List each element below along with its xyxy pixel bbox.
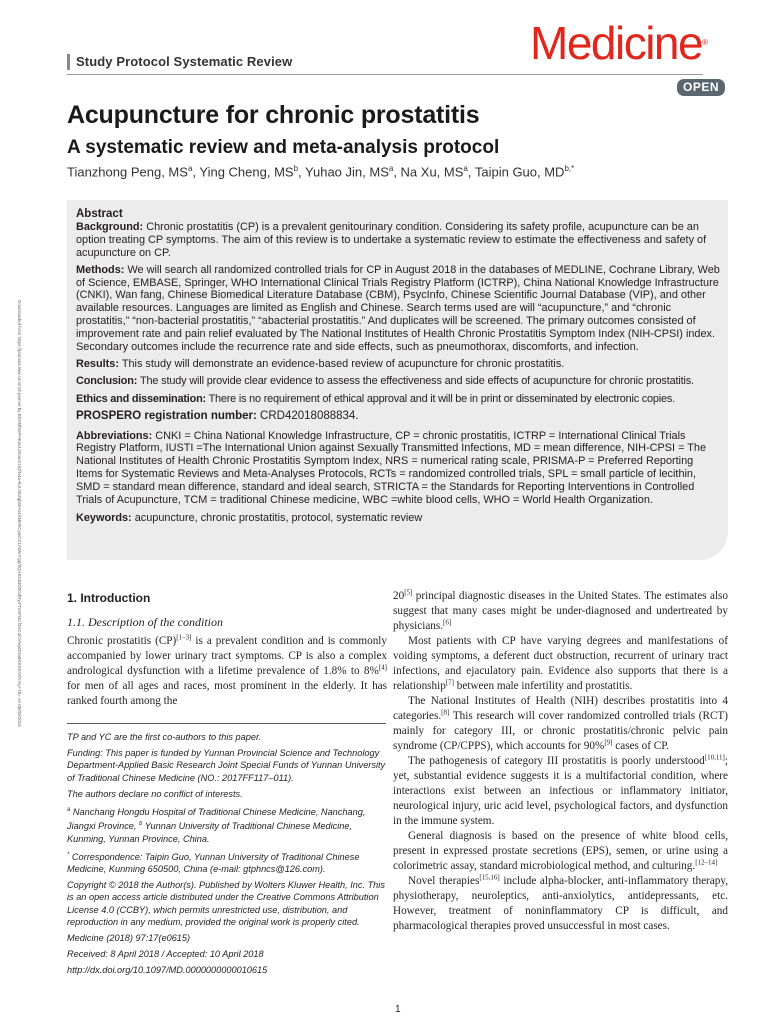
author-name: Taipin Guo, MD: [474, 164, 565, 180]
article-subtitle: A systematic review and meta-analysis protocol: [67, 137, 500, 158]
affiliation-mark: b,*: [564, 164, 575, 173]
citation: [10,11]: [704, 753, 725, 762]
abstract-ethics: Ethics and dissemination: There is no requirement of ethical approval and it will be in print or disseminated by electronic copies.: [76, 392, 675, 405]
citation: [12–14]: [695, 858, 718, 867]
abstract-heading: Abstract: [76, 208, 123, 220]
citation: [8]: [441, 708, 450, 717]
paragraph: The National Institutes of Health (NIH) describes prostatitis into 4 categories.[8] This research will cover randomized controlled trials (RCT) mainly for category III, or chronic prostatitis/chronic pelvic pain syndrome (CP/CPPS), which accounts for 90%[9] cases of CP.: [393, 695, 728, 752]
introduction-heading: 1. Introduction: [67, 591, 151, 605]
paragraph: 20[5] principal diagnostic diseases in the United States. The estimates also suggest that many cases might be under-diagnosed and undertreated by physicians.[6]: [393, 588, 728, 632]
abstract-results: Results: This study will demonstrate an evidence-based review of acupuncture for chronic prostatitis.: [76, 357, 565, 370]
abstract-box: [67, 200, 728, 560]
citation: [7]: [445, 678, 454, 687]
footnote-correspondence: * Correspondence: Taipin Guo, Yunnan University of Traditional Chinese Medicine, Kunming 650500, China (e-mail: gtphncs@126.com).: [67, 851, 360, 875]
affiliation-mark: b: [293, 164, 299, 173]
paragraph: General diagnosis is based on the presence of white blood cells, present in expressed prostate secretions (EPS), semen, or urine using a colorimetric assay, standard microbiological method, and culturing.[12–14]: [393, 830, 728, 872]
footnote-coi: The authors declare no conflict of interests.: [67, 788, 243, 799]
intro-paragraph-left: Chronic prostatitis (CP)[1–3] is a prevalent condition and is commonly accompanied by lower urinary tract symptoms. CP is also a complex andrological dysfunction with a lifetime prevalence of 1.8% to 8%[4] for men of all ages and races, most prominent in the elderly. It has ranked fourth among the: [67, 633, 387, 707]
abstract-conclusion: Conclusion: The study will provide clear evidence to assess the effectiveness and side effects of acupuncture for chronic prostatitis.: [76, 375, 694, 388]
paragraph: Most patients with CP have varying degrees and manifestations of voiding symptoms, a deferent duct obstruction, recurrent of urinary tract infections, and ejaculatory pain. Evidence also supports that there is a relationship[7] between male infertility and prostatitis.: [393, 635, 728, 692]
abstract-prospero: PROSPERO registration number: CRD42018088834.: [76, 409, 359, 422]
citation: [9]: [604, 738, 613, 747]
author-name: Na Xu, MS: [400, 164, 464, 180]
footnote-doi: http://dx.doi.org/10.1097/MD.0000000000010615: [67, 965, 268, 976]
affiliation-mark: a: [388, 164, 394, 173]
footnote-cofirst: TP and YC are the first co-authors to this paper.: [67, 732, 262, 742]
footnote-copyright: Copyright © 2018 the Author(s). Published by Wolters Kluwer Health, Inc. This is an open access article distributed under the Creative Commons Attribution License 4.0 (CCBY), which permits unrestricted use, distribution, and reproduction in any medium, provided the original work is properly cited.: [67, 880, 385, 927]
citation: [1–3]: [176, 633, 192, 642]
download-sidebar-note: Downloaded from https://journals.lww.com/md-journal by BhDMf5ePHKav1zEoum1tQfN4a+kJLhEZgbsIHo4XMi0hCywCX1AWnYQp/IlQrHD3i3D0OdRyi7TvSFl4Cf3VC4/OAVpDDa8KKGKV0Ymy+78= on 05/03/2019: [17, 300, 22, 727]
page-number: 1: [395, 1004, 401, 1015]
paragraph: The pathogenesis of category III prostatitis is poorly understood[10,11]; yet, substantial evidence suggests it is a multifactorial condition, where interactions exist between an infectious or inflammatory initiator, neurological injury, uric acid level, psychological factors, and dysfunction in the immune system.: [393, 753, 728, 827]
affiliation-mark: a: [187, 164, 193, 173]
citation: [5]: [404, 588, 413, 597]
citation: [4]: [378, 663, 387, 672]
article-type-label: Study Protocol Systematic Review: [67, 54, 292, 70]
registered-mark: ®: [702, 38, 708, 47]
citation: [15,16]: [479, 873, 500, 882]
footnote-dates: Received: 8 April 2018 / Accepted: 10 April 2018: [67, 949, 264, 960]
footnotes: [67, 731, 389, 981]
affiliation-mark: a: [463, 164, 468, 173]
journal-logo: Medicine®: [530, 17, 708, 69]
abstract-keywords: Keywords: acupuncture, chronic prostatitis, protocol, systematic review: [76, 512, 423, 525]
open-access-badge: OPEN: [677, 79, 725, 96]
footnote-divider: [67, 723, 386, 724]
abstract-background: Background: Chronic prostatitis (CP) is a prevalent genitourinary condition. Considering its safety profile, acupuncture can be an option treating CP symptoms. The aim of this review is to undertake a systematic review to estimate the effectiveness and safety of acupuncture on CP.: [76, 221, 707, 259]
paragraph: Novel therapies[15,16] include alpha-blocker, anti-inflammatory therapy, physiotherapy, neuroleptics, anti-anxiolytics, antidepressants, etc. However, treatment of noninflammatory CP is difficult, and pharmacological therapies proved unsuccessful in most cases.: [393, 873, 728, 932]
footnote-citation: Medicine (2018) 97:17(e0615): [67, 933, 191, 944]
subsection-heading: 1.1. Description of the condition: [67, 615, 223, 629]
citation: [6]: [443, 618, 452, 627]
author-list: Tianzhong Peng, $MS^a$, Ying Cheng, $MS^b$, Yuhao Jin, $MS^a$, Na Xu, $MS^a$, Taipin Guo, $MD^{b,*}$: [67, 164, 575, 180]
intro-right-column: [393, 589, 728, 934]
abstract-abbreviations: Abbreviations: CNKI = China National Knowledge Infrastructure, CP = chronic prostatitis, ICTRP = International Clinical Trials Registry Platform, IUSTI =The International Union against Sexually Transmitted Infections, MD = mean difference, NIH-CPSI = The National Institutes of Health Chronic Prostatitis Symptom Index, NRS = numerical rating scale, PRISMA-P = Preferred Reporting Items for Systematic Reviews and Meta-Analyses Protocols, RCTs = randomized controlled trials, SPL = small particle of lecithin, SMD = standard mean difference, standard and ideal search, STRICTA = the Standards for Reporting Interventions in Controlled Trials of Acupuncture, TCM = traditional Chinese medicine, WBC =white blood cells, WHO = World Health Organization.: [76, 429, 707, 506]
abstract-methods: Methods: We will search all randomized controlled trials for CP in August 2018 in the databases of MEDLINE, Cochrane Library, Web of Science, EMBASE, Springer, WHO International Clinical Trials Registry Platform (ICTRP), China National Knowledge Infrastructure (CNKI), Wan fang, Chinese Biomedical Literature Database (CBM), PsycInfo, Chinese Scientific Journal Database (VIP), and other available resources. Languages are limited as English and Chinese. Search terms used are will “acupuncture,” and “chronic prostatitis,” “non-bacterial prostatitis,” “abacterial prostatitis.” And duplicates will be screened. The primary outcomes consisted of improvement rate and pain relief evaluated by The National Institutes of Health Chronic Prostatitis Symptom Index (NIH-CPSI) index. Secondary outcomes include the recurrence rate and side effects, such as pneumothorax, discomforts, and infection.: [76, 263, 720, 353]
author-name: Tianzhong Peng, MS: [67, 164, 188, 180]
article-title: Acupuncture for chronic prostatitis: [67, 101, 480, 129]
header-divider: [67, 74, 703, 75]
footnote-affiliations: $^a$ Nanchang Hongdu Hospital of Traditional Chinese Medicine, Nanchang, Jiangxi Province, $^b$ Yunnan University of Traditional Chinese Medicine, Kunming, Yunnan Province, China.: [67, 807, 366, 844]
footnote-funding: Funding: This paper is funded by Yunnan Provincial Science and Technology Department-Applied Basic Research Joint Special Funds of Yunnan University of Traditional Chinese Medicine (NO.: 2017FF117–011).: [67, 748, 386, 783]
author-name: Ying Cheng, MS: [199, 164, 294, 180]
author-name: Yuhao Jin, MS: [305, 164, 389, 180]
